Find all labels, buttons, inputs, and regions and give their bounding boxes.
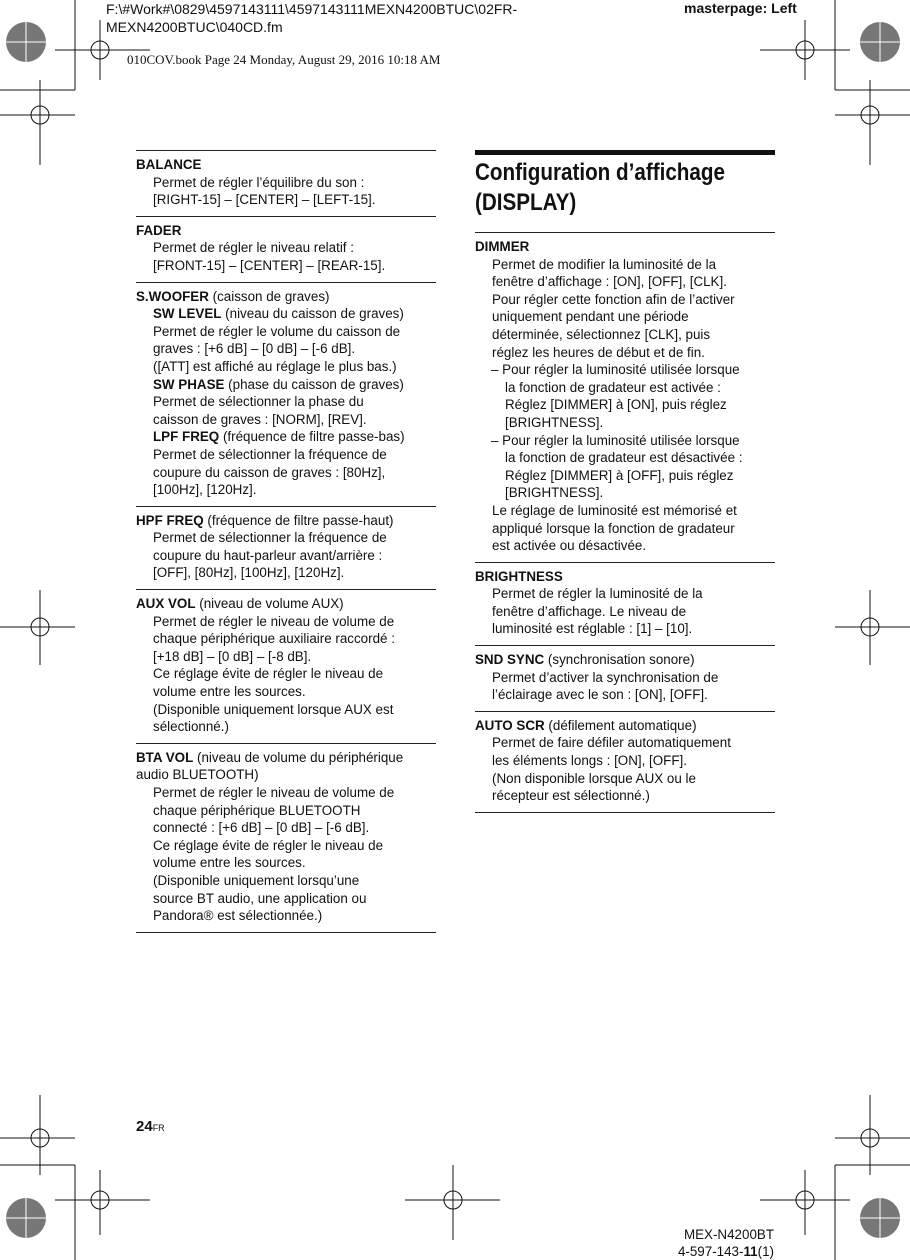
text: fenêtre d’affichage. Le niveau de (492, 603, 687, 619)
section-heading (475, 150, 775, 218)
text: [BRIGHTNESS]. (505, 414, 604, 430)
text: Le réglage de luminosité est mémorisé et (492, 502, 737, 518)
part-code (678, 1243, 774, 1260)
text: source BT audio, une application ou (153, 890, 367, 906)
part-code-prefix: 4-597-143- (677, 1244, 744, 1259)
term-sw-phase: SW PHASE (153, 376, 225, 392)
text: réglez les heures de début et de fin. (492, 344, 705, 360)
text: Permet de régler le niveau de volume de (153, 785, 395, 800)
text: Permet de régler la luminosité de la (492, 586, 703, 602)
entry-dimmer (475, 232, 775, 562)
term-balance: BALANCE (136, 157, 202, 172)
qualifier: (fréquence de filtre passe-bas) (219, 429, 405, 445)
text: appliqué lorsque la fonction de gradateur (492, 520, 735, 536)
file-path-line1: F:\#Work#\0829\4597143111\4597143111MEXN4200BTUC\02FR- (106, 1, 518, 17)
masterpage-label: masterpage: Left (684, 0, 797, 16)
text: graves : [+6 dB] – [0 dB] – [-6 dB]. (153, 341, 356, 357)
file-path (106, 0, 546, 36)
entry-brightness (475, 562, 775, 645)
text: (Disponible uniquement lorsque AUX est (153, 701, 394, 717)
page-language-suffix: FR (152, 1123, 165, 1133)
part-code-bold: 11 (743, 1244, 758, 1259)
text: sélectionné.) (153, 719, 229, 735)
text: Permet de sélectionner la fréquence de (153, 530, 387, 546)
text: volume entre les sources. (153, 855, 306, 871)
text: déterminée, sélectionnez [CLK], puis (492, 326, 711, 342)
term-hpf-freq: HPF FREQ (136, 512, 204, 528)
text: Permet de régler le niveau de volume de (153, 613, 395, 629)
text: coupure du haut-parleur avant/arrière : (153, 547, 383, 563)
text: coupure du caisson de graves : [80Hz], (153, 464, 386, 480)
term-dimmer: DIMMER (475, 239, 530, 254)
entry-balance (136, 150, 436, 216)
text: Permet de sélectionner la phase du (153, 394, 364, 410)
text: Permet de régler le niveau relatif : (153, 240, 354, 256)
qualifier: (caisson de graves) (208, 288, 330, 304)
text: connecté : [+6 dB] – [0 dB] – [-6 dB]. (153, 820, 370, 836)
text: luminosité est réglable : [1] – [10]. (492, 621, 693, 637)
text: Permet de régler le volume du caisson de (153, 323, 401, 339)
qualifier: (défilement automatique) (544, 717, 697, 733)
left-column (136, 150, 436, 933)
file-path-line2: MEXN4200BTUC\040CD.fm (106, 19, 283, 35)
right-column (475, 150, 775, 813)
entry-hpf-freq (136, 506, 436, 589)
text: uniquement pendant une période (492, 309, 689, 325)
text: Pandora® est sélectionnée.) (153, 908, 323, 924)
text: l’éclairage avec le son : [ON], [OFF]. (492, 687, 708, 703)
text: (Non disponible lorsque AUX ou le (492, 770, 696, 786)
text: chaque périphérique auxiliaire raccordé : (153, 631, 395, 647)
text: est activée ou désactivée. (492, 538, 647, 554)
text: [100Hz], [120Hz]. (153, 482, 257, 498)
text: Permet de faire défiler automatiquement (492, 735, 731, 751)
text: [RIGHT-15] – [CENTER] – [LEFT-15]. (153, 192, 376, 208)
term-bta-vol: BTA VOL (136, 749, 194, 765)
term-lpf-freq: LPF FREQ (153, 429, 220, 445)
text: caisson de graves : [NORM], [REV]. (153, 411, 367, 427)
qualifier: (synchronisation sonore) (544, 652, 695, 668)
qualifier: (fréquence de filtre passe-haut) (203, 512, 394, 528)
term-auto-scr: AUTO SCR (475, 717, 545, 733)
part-code-suffix: (1) (757, 1244, 774, 1259)
text: [FRONT-15] – [CENTER] – [REAR-15]. (153, 257, 386, 273)
text: la fonction de gradateur est désactivée : (505, 450, 743, 466)
text: Permet de sélectionner la fréquence de (153, 446, 387, 462)
qualifier: (niveau du caisson de graves) (221, 306, 404, 322)
qualifier: (niveau de volume AUX) (195, 596, 344, 612)
text: Permet de régler l’équilibre du son : (153, 174, 365, 190)
entry-fader (136, 216, 436, 282)
text: fenêtre d’affichage : [ON], [OFF], [CLK]. (492, 274, 727, 290)
text: Réglez [DIMMER] à [ON], puis réglez (505, 397, 727, 413)
entry-bta-vol (136, 743, 436, 933)
text: [OFF], [80Hz], [100Hz], [120Hz]. (153, 565, 345, 581)
term-snd-sync: SND SYNC (475, 652, 545, 668)
text: Ce réglage évite de régler le niveau de (153, 837, 384, 853)
heading-line2: (DISPLAY) (475, 189, 577, 216)
bullet-text: – Pour régler la luminosité utilisée lorsque (491, 362, 740, 378)
term-brightness: BRIGHTNESS (475, 568, 563, 584)
book-info: 010COV.book Page 24 Monday, August 29, 2016 10:18 AM (127, 52, 441, 67)
entry-aux-vol (136, 589, 436, 743)
text: volume entre les sources. (153, 684, 306, 700)
text: récepteur est sélectionné.) (492, 788, 650, 804)
term-fader: FADER (136, 222, 182, 238)
text: chaque périphérique BLUETOOTH (153, 802, 361, 818)
entry-snd-sync (475, 645, 775, 711)
text: la fonction de gradateur est activée : (505, 379, 721, 395)
model-name: MEX-N4200BT (683, 1227, 774, 1242)
text: Permet de modifier la luminosité de la (492, 256, 717, 272)
text: ([ATT] est affiché au réglage le plus bas.) (153, 358, 397, 374)
text: les éléments longs : [ON], [OFF]. (492, 753, 687, 769)
entry-swoofer (136, 282, 436, 506)
term-sw-level: SW LEVEL (153, 306, 222, 322)
text: [BRIGHTNESS]. (505, 485, 604, 501)
text: Réglez [DIMMER] à [OFF], puis réglez (505, 467, 734, 483)
term-swoofer: S.WOOFER (136, 288, 209, 304)
text: (Disponible uniquement lorsqu’une (153, 872, 360, 888)
text: Ce réglage évite de régler le niveau de (153, 666, 384, 682)
qualifier: (phase du caisson de graves) (224, 376, 404, 392)
text: [+18 dB] – [0 dB] – [-8 dB]. (153, 648, 312, 664)
entry-auto-scr (475, 711, 775, 813)
bullet-text: – Pour régler la luminosité utilisée lorsque (491, 432, 740, 448)
text: Pour régler cette fonction afin de l’activer (492, 291, 735, 307)
page-number-value: 24 (136, 1118, 153, 1135)
heading-line1: Configuration d’affichage (475, 159, 725, 186)
text: Permet d’activer la synchronisation de (492, 669, 719, 685)
term-aux-vol: AUX VOL (136, 596, 196, 612)
qualifier: audio BLUETOOTH) (136, 767, 259, 783)
page-number (136, 1118, 165, 1135)
qualifier: (niveau de volume du périphérique (193, 749, 404, 765)
model-info (678, 1226, 774, 1260)
